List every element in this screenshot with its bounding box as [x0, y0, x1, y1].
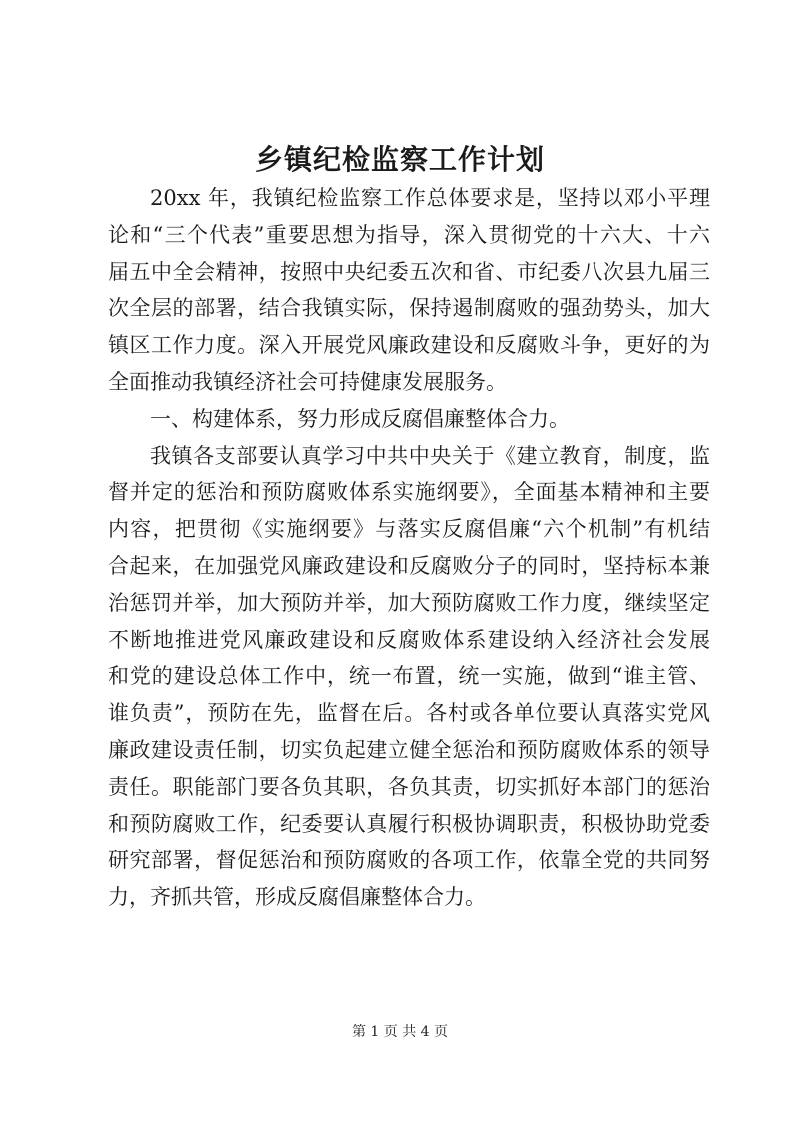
- text-line: 不断地推进党风廉政建设和反腐败体系建设纳入经济社会发展: [108, 627, 710, 652]
- document-title: 乡镇纪检监察工作计划: [254, 143, 545, 176]
- paragraph-section-1: [108, 438, 710, 916]
- paragraph-intro: [108, 180, 710, 401]
- text-line: 内容，把贯彻《实施纲要》与落实反腐倡廉“六个机制”有机结: [108, 517, 710, 542]
- section-heading-1: [108, 401, 710, 438]
- text-line: 谁负责”，预防在先，监督在后。各村或各单位要认真落实党风: [108, 701, 710, 726]
- text-line: 届五中全会精神，按照中央纪委五次和省、市纪委八次县九届三: [108, 259, 710, 284]
- text-line: 力，齐抓共管，形成反腐倡廉整体合力。: [108, 885, 486, 910]
- text-line: 廉政建设责任制，切实负起建立健全惩治和预防腐败体系的领导: [108, 737, 710, 762]
- text-line: 全面推动我镇经济社会可持健康发展服务。: [108, 369, 507, 394]
- section-heading-text: 一、构建体系，努力形成反腐倡廉整体合力。: [150, 406, 570, 431]
- text-line: 和预防腐败工作，纪委要认真履行积极协调职责，积极协助党委: [108, 811, 710, 836]
- page-footer: 第 1 页 共 4 页: [351, 1024, 449, 1040]
- text-line: 次全层的部署，结合我镇实际，保持遏制腐败的强劲势头，加大: [108, 296, 710, 321]
- text-line: 合起来，在加强党风廉政建设和反腐败分子的同时，坚持标本兼: [108, 553, 710, 578]
- text-line: 我镇各支部要认真学习中共中央关于《建立教育，制度，监: [150, 443, 710, 468]
- text-line: 责任。职能部门要各负其职，各负其责，切实抓好本部门的惩治: [108, 774, 710, 799]
- text-line: 20xx 年，我镇纪检监察工作总体要求是，坚持以邓小平理: [150, 186, 710, 210]
- text-line: 镇区工作力度。深入开展党风廉政建设和反腐败斗争，更好的为: [108, 333, 710, 358]
- text-line: 论和“三个代表”重要思想为指导，深入贯彻党的十六大、十六: [108, 222, 710, 247]
- document-body: [108, 180, 710, 916]
- text-line: 治惩罚并举，加大预防并举，加大预防腐败工作力度，继续坚定: [108, 590, 710, 615]
- text-line: 督并定的惩治和预防腐败体系实施纲要》，全面基本精神和主要: [108, 480, 710, 505]
- text-line: 和党的建设总体工作中，统一布置，统一实施，做到“谁主管、: [108, 664, 710, 689]
- text-line: 研究部署，督促惩治和预防腐败的各项工作，依靠全党的共同努: [108, 848, 710, 873]
